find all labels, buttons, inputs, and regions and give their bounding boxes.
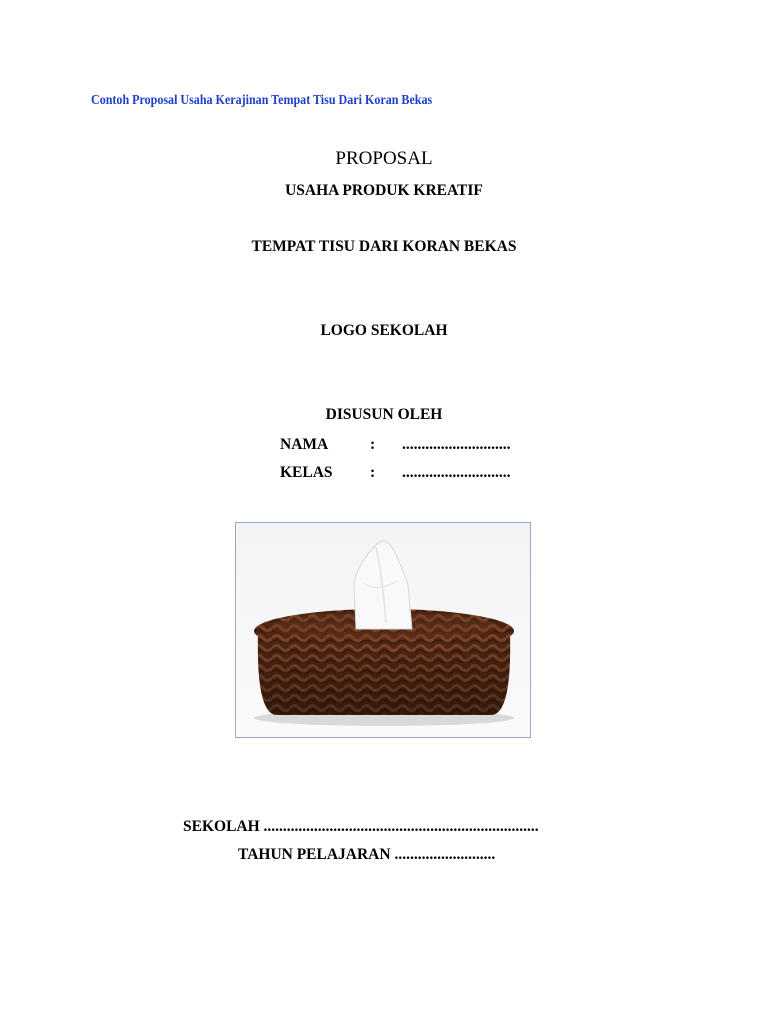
- product-photo: [235, 522, 531, 738]
- prepared-by-heading: DISUSUN OLEH: [325, 406, 443, 423]
- cover-subtitle: USAHA PRODUK KREATIF: [285, 182, 483, 199]
- class-label: KELAS: [280, 464, 333, 481]
- cover-title: PROPOSAL: [335, 148, 433, 169]
- name-colon: :: [370, 436, 376, 453]
- tissue-box-image: [236, 523, 530, 737]
- header-link[interactable]: Contoh Proposal Usaha Kerajinan Tempat Tisu Dari Koran Bekas: [91, 93, 433, 108]
- name-label: NAMA: [280, 436, 329, 453]
- class-value: ............................: [402, 464, 511, 481]
- academic-year-line: TAHUN PELAJARAN ..........................: [238, 846, 496, 863]
- product-name: TEMPAT TISU DARI KORAN BEKAS: [251, 238, 517, 255]
- school-line: SEKOLAH .......................................................................: [183, 818, 539, 835]
- logo-placeholder: LOGO SEKOLAH: [320, 322, 448, 339]
- name-value: ............................: [402, 436, 511, 453]
- class-colon: :: [370, 464, 376, 481]
